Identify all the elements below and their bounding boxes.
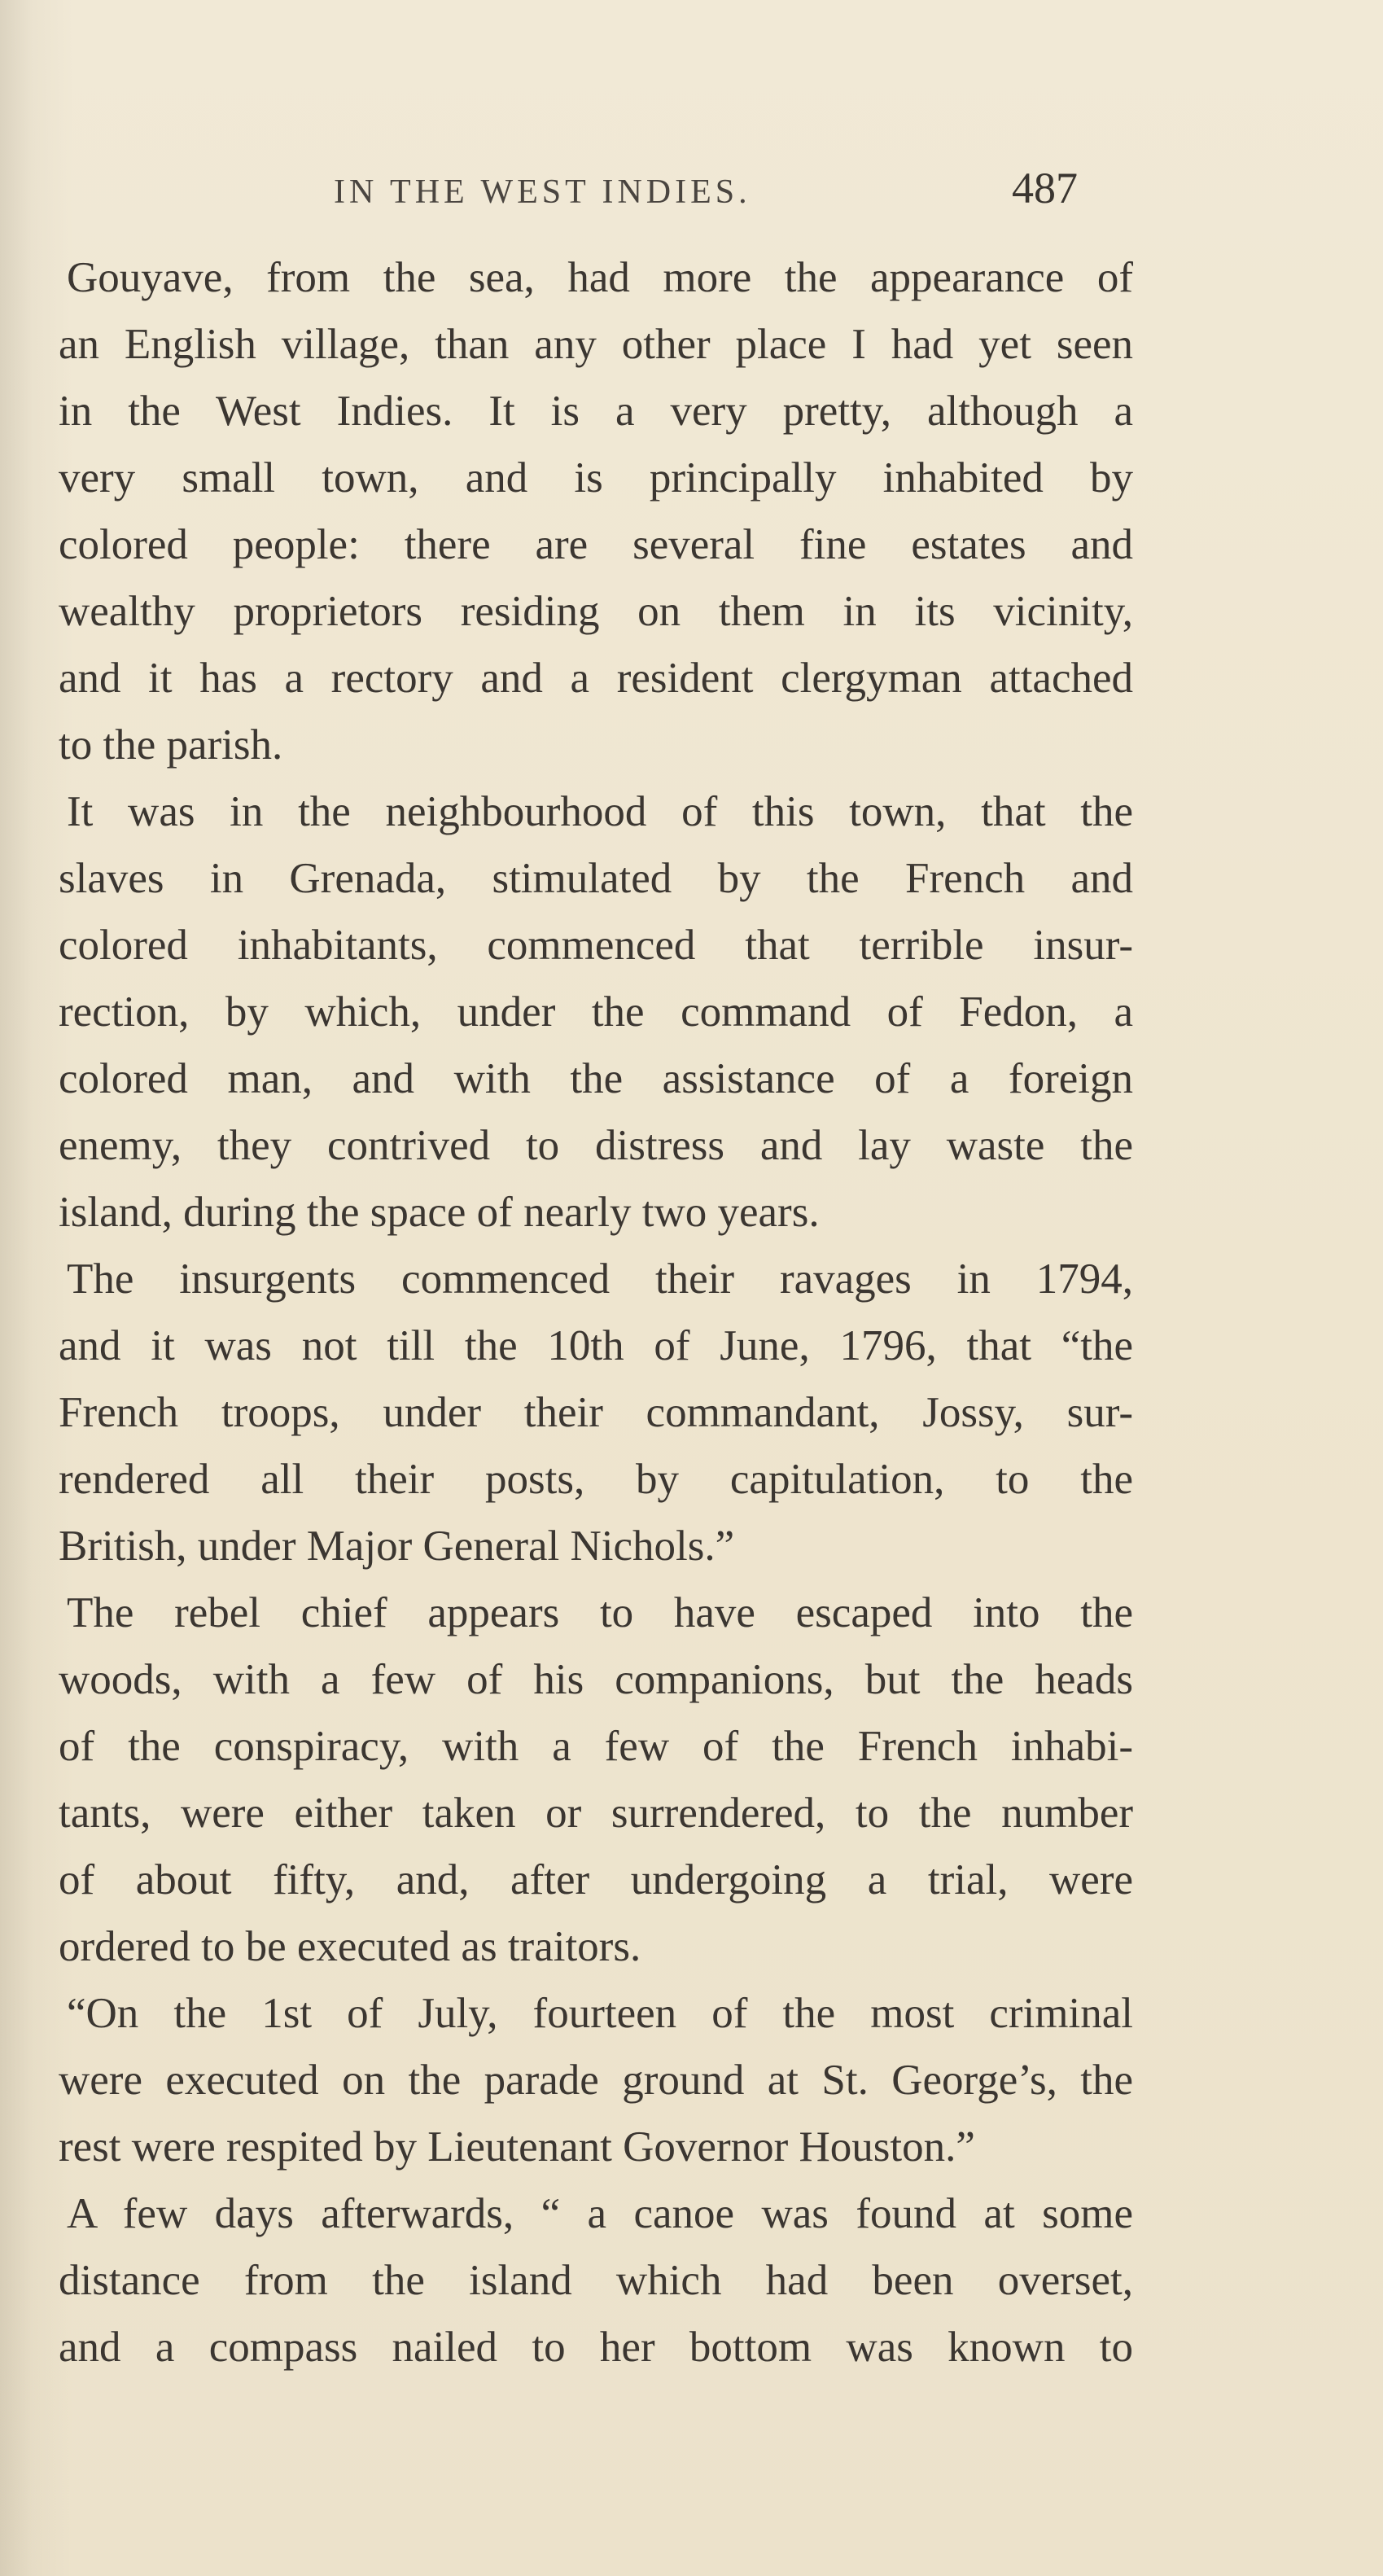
text-line: very small town, and is principally inhabited by: [59, 454, 1133, 502]
text-line: woods, with a few of his companions, but the heads: [59, 1656, 1133, 1703]
page-number: 487: [1012, 164, 1078, 212]
text-line: an English village, than any other place I had yet seen: [59, 321, 1133, 368]
text-line: and a compass nailed to her bottom was known to: [59, 2324, 1133, 2371]
text-line: were executed on the parade ground at St. George’s, the: [59, 2057, 1133, 2104]
text-line: to the parish.: [59, 721, 283, 769]
text-line: rest were respited by Lieutenant Governor Houston.”: [59, 2123, 975, 2171]
text-line: French troops, under their commandant, Jossy, sur-: [59, 1389, 1133, 1436]
text-line: Gouyave, from the sea, had more the appearance of: [67, 254, 1133, 301]
text-line: colored man, and with the assistance of a foreign: [59, 1055, 1133, 1102]
text-line: enemy, they contrived to distress and lay waste the: [59, 1122, 1133, 1169]
text-line: rection, by which, under the command of Fedon, a: [59, 988, 1133, 1036]
text-line: tants, were either taken or surrendered, to the number: [59, 1790, 1133, 1837]
text-line: in the West Indies. It is a very pretty, although a: [59, 388, 1133, 435]
body-text: [59, 244, 1133, 2381]
text-line: and it was not till the 10th of June, 1796, that “the: [59, 1322, 1133, 1369]
text-line: ordered to be executed as traitors.: [59, 1923, 641, 1970]
text-line: of the conspiracy, with a few of the French inhabi-: [59, 1723, 1133, 1770]
text-line: wealthy proprietors residing on them in its vicinity,: [59, 588, 1133, 635]
text-line: colored people: there are several fine estates and: [59, 521, 1133, 568]
text-line: distance from the island which had been overset,: [59, 2257, 1133, 2304]
text-line: rendered all their posts, by capitulation, to the: [59, 1456, 1133, 1503]
text-line: The insurgents commenced their ravages in 1794,: [67, 1255, 1133, 1303]
running-head: IN THE WEST INDIES.: [334, 173, 751, 211]
text-line: island, during the space of nearly two years.: [59, 1189, 820, 1236]
text-line: It was in the neighbourhood of this town, that the: [67, 788, 1133, 835]
text-line: A few days afterwards, “ a canoe was found at some: [67, 2190, 1133, 2237]
page-header: [0, 163, 1383, 228]
text-line: and it has a rectory and a resident clergyman attached: [59, 655, 1133, 702]
text-line: The rebel chief appears to have escaped into the: [67, 1589, 1133, 1636]
text-line: British, under Major General Nichols.”: [59, 1522, 735, 1570]
text-line: colored inhabitants, commenced that terrible insur-: [59, 922, 1133, 969]
text-line: slaves in Grenada, stimulated by the French and: [59, 855, 1133, 902]
text-line: “On the 1st of July, fourteen of the most criminal: [67, 1990, 1133, 2037]
text-line: of about fifty, and, after undergoing a trial, were: [59, 1856, 1133, 1904]
